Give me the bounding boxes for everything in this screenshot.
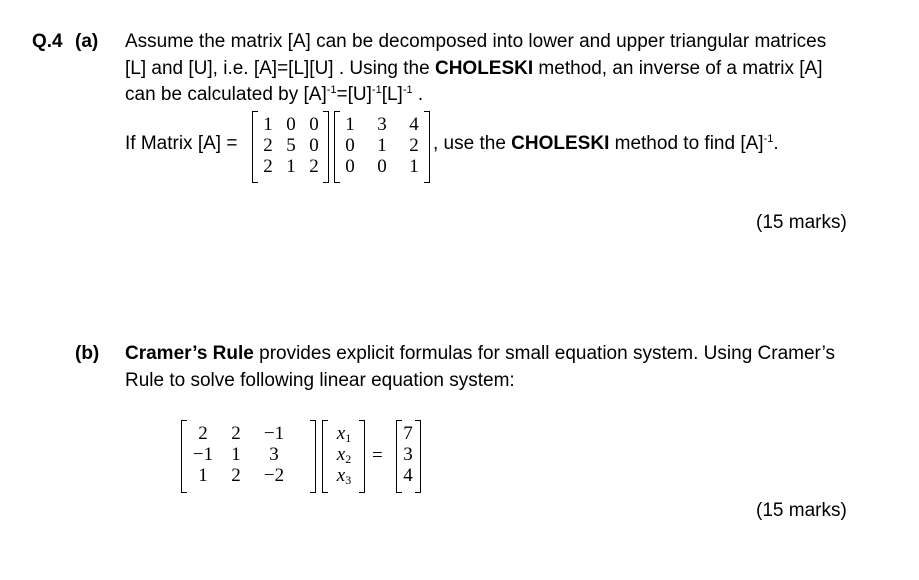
matrix-cell: −2 [263, 465, 285, 486]
matrix-cell: 5 [286, 135, 296, 156]
variable-x2: $x_2$ [336, 444, 352, 466]
part-a-marks: (15 marks) [756, 212, 847, 233]
matrix-cell: −1 [263, 423, 285, 444]
matrix-l-right-bracket [323, 111, 329, 183]
matrix-cell: −1 [192, 444, 214, 465]
matrix-cell: 1 [286, 156, 296, 177]
rhs-vector [401, 423, 415, 486]
matrix-l [258, 114, 324, 177]
part-b-label: (b) [75, 343, 100, 364]
matrix-cell: 2 [409, 135, 419, 156]
matrix-cell: 2 [263, 135, 273, 156]
matrix-cell: 0 [377, 156, 387, 177]
matrix-cell: 2 [263, 156, 273, 177]
matrix-cell: 1 [409, 156, 419, 177]
part-a-line1: Assume the matrix [A] can be decomposed into lower and upper triangular matrices [125, 31, 827, 52]
coef-matrix-left-bracket [181, 420, 187, 493]
matrix-cell: 1 [231, 444, 241, 465]
matrix-cell: 0 [286, 114, 296, 135]
matrix-cell: 7 [403, 423, 413, 444]
matrix-cell: 3 [403, 444, 413, 465]
matrix-cell: 4 [403, 465, 413, 486]
part-b-marks: (15 marks) [756, 500, 847, 521]
matrix-cell: 2 [231, 465, 241, 486]
coef-matrix [188, 423, 294, 486]
matrix-cell: 0 [345, 135, 355, 156]
matrix-cell: 1 [377, 135, 387, 156]
part-a-label: (a) [75, 31, 99, 52]
matrix-cell: 0 [309, 114, 319, 135]
matrix-cell: 2 [198, 423, 208, 444]
matrix-cell: 0 [309, 135, 319, 156]
part-a-line2: [L] and [U], i.e. [A]=[L][U] . Using the CHOLESKI method, an inverse of a matrix [A] [125, 58, 823, 79]
matrix-cell: 2 [231, 423, 241, 444]
matrix-u-right-bracket [424, 111, 430, 183]
matrix-cell: 3 [269, 444, 279, 465]
rhs-vector-right-bracket [415, 420, 421, 493]
equals-sign: = [372, 445, 383, 466]
question-number: Q.4 [32, 31, 63, 52]
matrix-cell: 3 [377, 114, 387, 135]
matrix-cell: 2 [309, 156, 319, 177]
part-a-line3: can be calculated by $[A]^{-1}=[U]^{-1}[L]^{-1}$ . [125, 84, 424, 105]
matrix-u [340, 114, 424, 177]
matrix-cell: 0 [345, 156, 355, 177]
matrix-cell: 4 [409, 114, 419, 135]
var-vector-left-bracket [322, 420, 328, 493]
var-vector-right-bracket [359, 420, 365, 493]
coef-matrix-right-bracket [310, 420, 316, 493]
variable-x3: $x_3$ [336, 465, 352, 487]
part-a-tail: , use the CHOLESKI method to find $[A]^{-1}$. [433, 133, 779, 154]
part-b-line2: Rule to solve following linear equation system: [125, 370, 515, 391]
variable-vector [330, 423, 358, 486]
matrix-cell: 1 [198, 465, 208, 486]
matrix-cell: 1 [345, 114, 355, 135]
variable-x1: $x_1$ [336, 423, 352, 445]
matrix-cell: 1 [263, 114, 273, 135]
if-matrix-label: If Matrix [A] = [125, 133, 238, 154]
part-b-line1: Cramer’s Rule provides explicit formulas for small equation system. Using Cramer’s [125, 343, 835, 364]
